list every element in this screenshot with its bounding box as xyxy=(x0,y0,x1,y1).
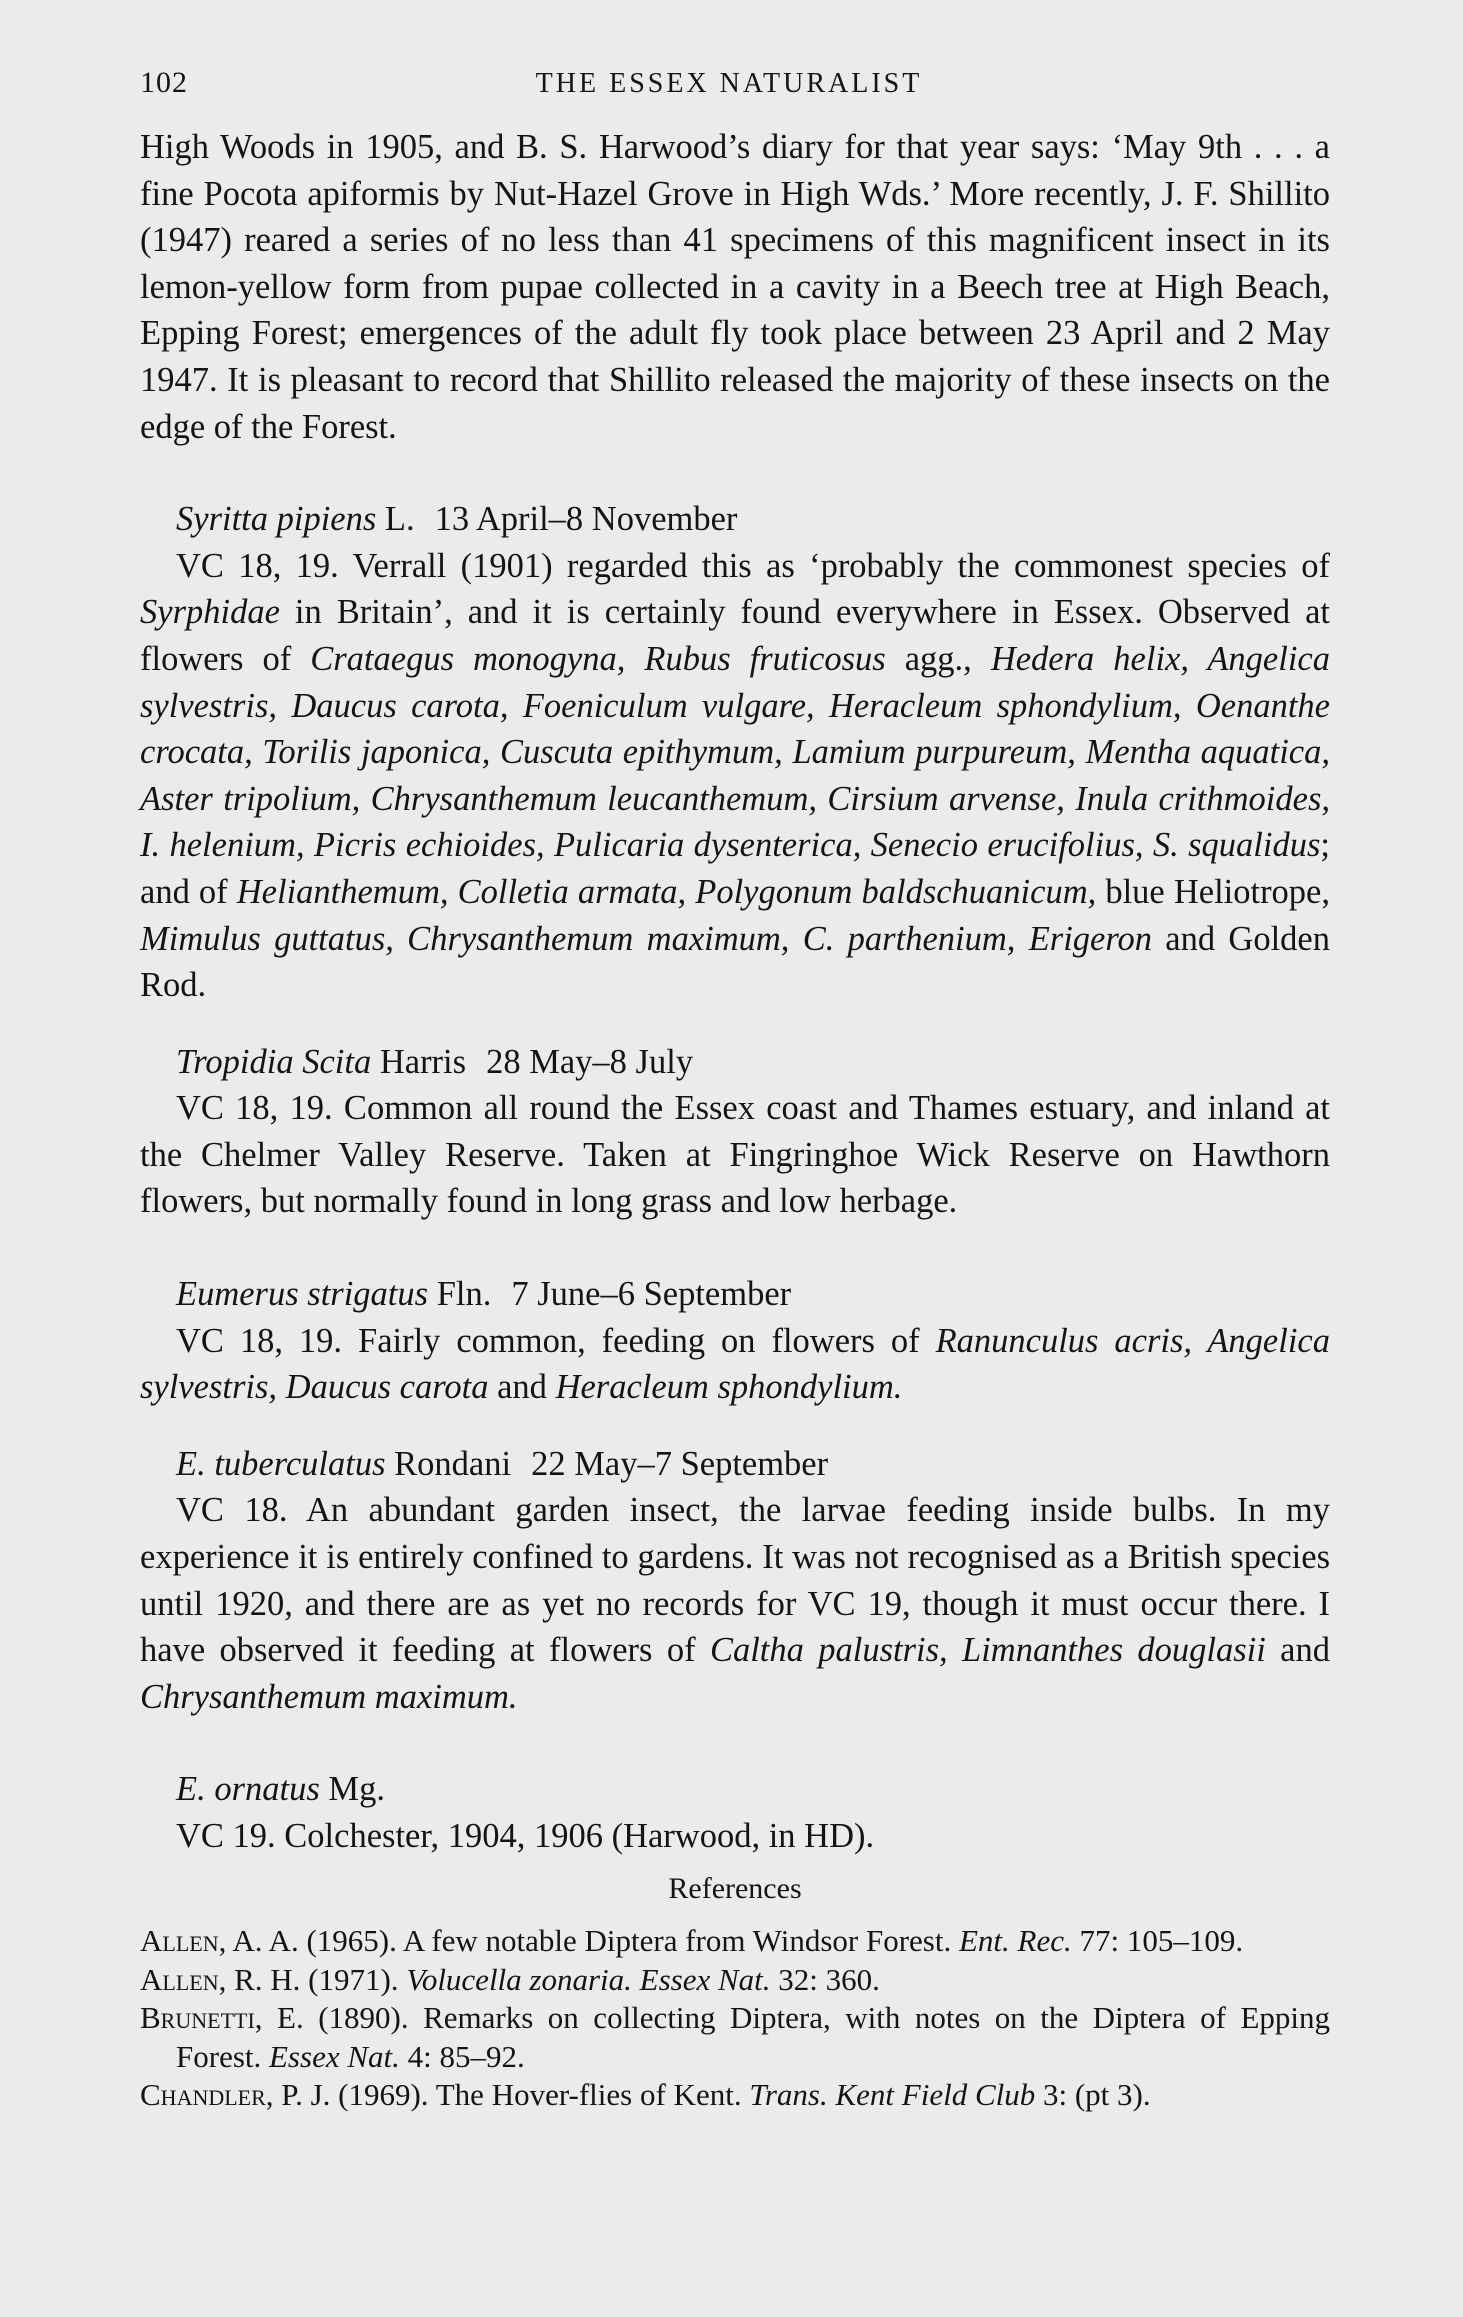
text-run: agg., xyxy=(885,639,991,678)
species-heading-syritta xyxy=(140,496,1330,543)
text-run: VC 18, 19. Common all round the Essex coast and Thames estuary, and inland at the Chelmer Valley Reserve. Taken at Fingringhoe Wick Reserve on Hawthorn flowers, but normally found in long grass and low herbage. xyxy=(140,1089,1330,1221)
reference-item xyxy=(140,1961,1330,2000)
references-heading: References xyxy=(668,1871,802,1905)
italic-run: Trans. Kent Field Club xyxy=(749,2077,1036,2113)
species-heading-eumerus-ornatus xyxy=(140,1766,1330,1813)
species-authority: Fln. xyxy=(428,1275,492,1314)
reference-item xyxy=(140,2076,1330,2115)
species-text-eumerus-tuberculatus xyxy=(140,1487,1330,1720)
species-authority: L. xyxy=(376,500,415,539)
text-run: Brunetti, E. xyxy=(140,2000,304,2036)
species-heading-tropidia xyxy=(140,1039,1330,1086)
italic-run: Essex Nat. xyxy=(269,2038,400,2074)
text-run: 77: 105–109. xyxy=(1071,1923,1244,1959)
species-text-eumerus-strigatus xyxy=(140,1318,1330,1411)
italic-run: Syrphidae xyxy=(140,593,280,632)
species-authority: Harris xyxy=(371,1042,467,1081)
italic-run: Volucella zonaria. Essex Nat. xyxy=(406,1961,771,1997)
text-run: (1969). The Hover-flies of Kent. xyxy=(330,2077,750,2113)
species-name: Tropidia Scita xyxy=(176,1042,372,1081)
species-name: E. tuberculatus xyxy=(176,1444,386,1483)
text-run: and xyxy=(488,1368,556,1407)
italic-run: Helianthemum, Colletia armata, Polygonum baldschuanicum, xyxy=(236,872,1097,911)
species-name: Syritta pipiens xyxy=(176,500,377,539)
species-dates: 7 June–6 September xyxy=(511,1275,792,1314)
text-run: High Woods in 1905, and B. S. Harwood’s diary for that year says: ‘May 9th . . . a fine Pocota apiformis by Nut-Hazel Grove in High Wds.’ More recently, J. F. Shillito (1947) reared a series of no less than 41 specimens of this magnificent insect in its lemon-yellow form from pupae collected in a cavity in a Beech tree at High Beach, Epping Forest; emergences of the adult fly took place between 23 April and 2 May 1947. It is pleasant to record that Shillito released the majority of these insects on the edge of the Forest. xyxy=(140,128,1330,446)
species-dates: 22 May–7 September xyxy=(531,1444,829,1483)
italic-run: Chrysanthemum maximum. xyxy=(140,1677,518,1716)
italic-run: Hedera helix, Angelica sylvestris, Daucus carota, Foeniculum vulgare, Heracleum sphondylium, Oenanthe crocata, Torilis japonica, Cuscuta epithymum, Lamium purpureum, Mentha aquatica, Aster tripolium, Chrysanthemum leucanthemum, Cirsium arvense, Inula crithmoides, I. helenium, Picris echioides, Pulicaria dysenterica, Senecio erucifolius, S. squalidus xyxy=(140,639,1330,865)
text-run: 4: 85–92. xyxy=(399,2038,525,2074)
italic-run: Mimulus guttatus, Chrysanthemum maximum, C. parthenium, Erigeron xyxy=(140,919,1152,958)
species-text-eumerus-ornatus xyxy=(140,1813,1330,1860)
reference-item xyxy=(140,1922,1330,1961)
text-run: VC 18, 19. Verrall (1901) regarded this as ‘probably the commonest species of xyxy=(176,546,1330,585)
italic-run: Ent. Rec. xyxy=(958,1923,1072,1959)
text-run: (1971). xyxy=(300,1961,407,1997)
text-run: 3: (pt 3). xyxy=(1035,2077,1151,2113)
text-run: and Golden Rod. xyxy=(140,919,1330,1005)
text-run: 32: 360. xyxy=(770,1961,880,1997)
species-authority: Mg. xyxy=(319,1770,385,1809)
species-dates: 13 April–8 November xyxy=(434,500,738,539)
text-run: ; and of xyxy=(140,826,1330,911)
page-number: 102 xyxy=(140,66,188,99)
italic-run: Caltha palustris, Limnanthes douglasii xyxy=(709,1631,1266,1670)
text-run: in Britain’, and it is certainly found everywhere in Essex. Observed at flowers of xyxy=(140,593,1330,678)
intro-paragraph xyxy=(140,124,1330,450)
text-run: Allen, R. H. xyxy=(140,1961,301,1997)
species-name: Eumerus strigatus xyxy=(176,1275,429,1314)
text-run: (1965). A few notable Diptera from Windsor Forest. xyxy=(298,1923,959,1959)
species-text-tropidia xyxy=(140,1085,1330,1225)
text-run: VC 18, 19. Fairly common, feeding on flowers of xyxy=(176,1321,936,1360)
references-list xyxy=(140,1922,1330,2115)
species-name: E. ornatus xyxy=(176,1770,320,1809)
italic-run: Heracleum sphondylium. xyxy=(555,1368,903,1407)
text-run: blue Heliotrope, xyxy=(1096,872,1330,911)
text-run: and xyxy=(1265,1631,1330,1670)
species-text-syritta xyxy=(140,543,1330,1009)
text-run: Chandler, P. J. xyxy=(140,2077,331,2113)
species-heading-eumerus-tuberculatus xyxy=(140,1441,1330,1488)
page-header xyxy=(140,66,1330,124)
text-run: Allen, A. A. xyxy=(140,1923,299,1959)
reference-item xyxy=(140,1999,1330,2076)
species-authority: Rondani xyxy=(385,1444,512,1483)
running-title: THE ESSEX NATURALIST xyxy=(535,68,923,99)
italic-run: Crataegus monogyna, Rubus fruticosus xyxy=(310,639,886,678)
species-dates: 28 May–8 July xyxy=(486,1042,694,1081)
article-body xyxy=(140,124,1330,2115)
italic-run: Ranunculus acris, Angelica sylvestris, Daucus carota xyxy=(140,1321,1330,1407)
species-heading-eumerus-strigatus xyxy=(140,1271,1330,1318)
text-run: (1890). Remarks on collecting Diptera, with notes on the Diptera of Epping Forest. xyxy=(176,2000,1330,2074)
text-run: VC 18. An abundant garden insect, the larvae feeding inside bulbs. In my experience it is entirely confined to gardens. It was not recognised as a British species until 1920, and there are as yet no records for VC 19, though it must occur there. I have observed it feeding at flowers of xyxy=(140,1491,1330,1670)
text-run: VC 19. Colchester, 1904, 1906 (Harwood, in HD). xyxy=(176,1817,875,1855)
